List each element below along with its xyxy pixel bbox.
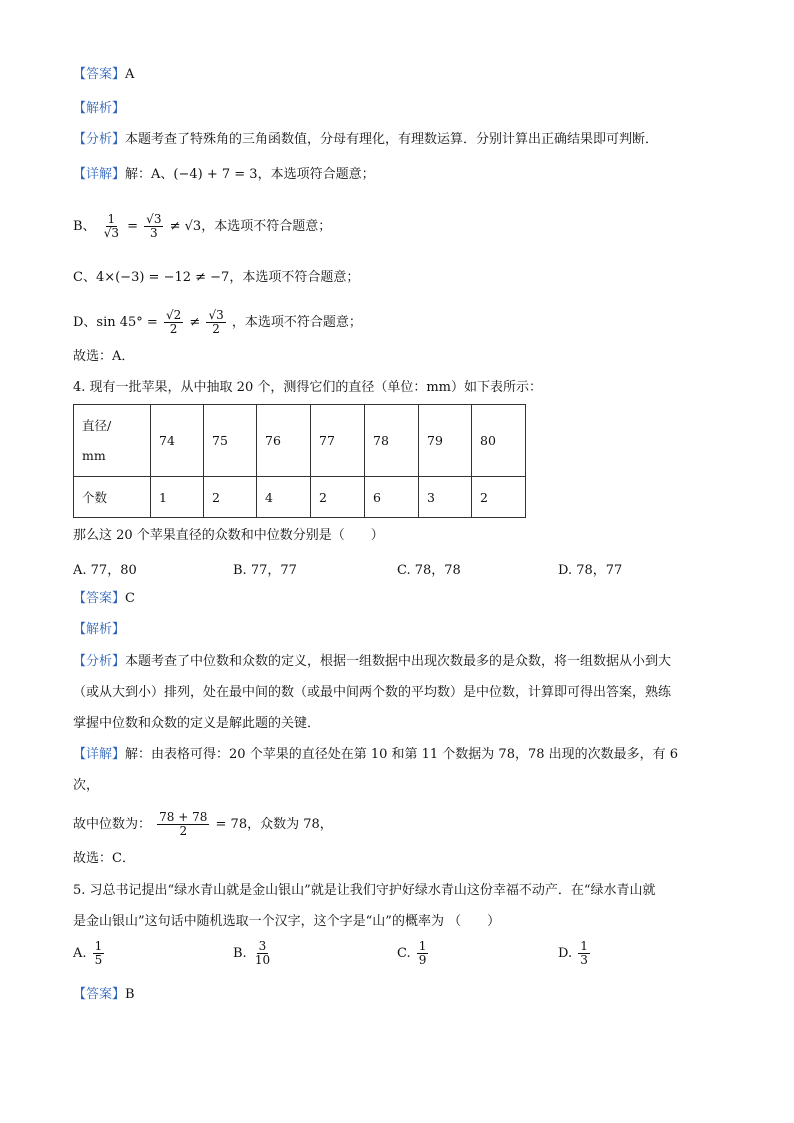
q4-fenxi-line1 <box>73 653 671 671</box>
option-fraction: $\frac{1}{9}$ <box>418 939 427 967</box>
q4-median-line <box>73 811 333 838</box>
fraction-root3-over-3: $\frac{√3}{3}$ <box>146 212 162 240</box>
fenxi-tag: 【分析】 <box>73 132 126 147</box>
q4-option-d: D. 78，77 <box>558 563 623 578</box>
q3-answer-line <box>73 66 134 84</box>
apple-diameter-table <box>73 404 526 518</box>
table-cell: 79 <box>419 405 472 477</box>
table-cell: 76 <box>257 405 311 477</box>
fraction-root2-over-2: $\frac{√2}{2}$ <box>165 308 182 336</box>
table-cell: 77 <box>311 405 365 477</box>
fraction-one-over-root3: $\frac{1}{√3}$ <box>103 212 119 240</box>
q4-option-b: B. 77，77 <box>233 563 297 578</box>
table-cell: 3 <box>419 477 472 518</box>
q5-option-d: D. $\frac{1}{3}$ <box>558 939 588 967</box>
fenxi-tag: 【分析】 <box>73 654 126 669</box>
table-cell: 4 <box>257 477 311 518</box>
answer-value: A <box>125 67 135 82</box>
q5-option-b: B. $\frac{3}{10}$ <box>233 939 271 967</box>
q4-analysis-heading <box>73 621 125 639</box>
fenxi-text: 本题考查了中位数和众数的定义，根据一组数据中出现次数最多的是众数，将一组数据从小到大 <box>125 654 672 669</box>
xiangjie-text: 解：由表格可得：20 个苹果的直径处在第 10 和第 11 个数据为 78，78 出现的次数最多，有 6 <box>125 747 679 762</box>
fraction-root3-over-2: $\frac{√3}{2}$ <box>208 308 224 336</box>
table-cell: 2 <box>204 477 257 518</box>
xiangjie-tag: 【详解】 <box>73 747 126 762</box>
q4-stem: 4. 现有一批苹果，从中抽取 20 个，测得它们的直径（单位：mm）如下表所示： <box>73 380 542 395</box>
option-a-expression: (−4) + 7 = 3 <box>173 167 258 182</box>
q3-conclusion: 故选：A． <box>73 349 135 364</box>
q3-analysis-heading <box>73 100 125 118</box>
answer-tag: 【答案】 <box>73 591 126 606</box>
median-fraction: $\frac{78 + 78}{2}$ <box>159 810 208 838</box>
option-fraction: $\frac{3}{10}$ <box>254 939 271 967</box>
not-equal-sign: ≠ <box>189 315 201 330</box>
analysis-tag: 【解析】 <box>73 101 126 116</box>
q4-fenxi-line2: （或从大到小）排列，处在最中间的数（或最中间两个数的平均数）是中位数，计算即可得出答案，熟练 <box>73 685 672 700</box>
q4-fenxi-line3: 掌握中位数和众数的定义是解此题的关键． <box>73 716 321 731</box>
table-cell: 1 <box>151 477 204 518</box>
answer-tag: 【答案】 <box>73 67 126 82</box>
not-equal-root3: ≠ √3 <box>169 219 202 234</box>
option-d-prefix: D、sin 45° = <box>73 315 158 330</box>
option-a-verdict: ，本选项符合题意； <box>257 167 375 182</box>
table-cell: 74 <box>151 405 204 477</box>
option-d-verdict: ，本选项不符合题意； <box>231 315 362 330</box>
table-header-diameter: 直径/ mm <box>74 405 151 477</box>
table-cell: 80 <box>472 405 526 477</box>
analysis-tag: 【解析】 <box>73 622 126 637</box>
fenxi-text: 本题考查了特殊角的三角函数值，分母有理化，有理数运算．分别计算出正确结果即可判断． <box>125 132 659 147</box>
answer-value: B <box>125 987 135 1002</box>
q3-xiangjie-a <box>73 166 375 184</box>
equals-sign: = <box>127 219 139 234</box>
xiangjie-tag: 【详解】 <box>73 167 126 182</box>
q4-xiangjie-line1 <box>73 746 678 764</box>
answer-tag: 【答案】 <box>73 987 126 1002</box>
q4-conclusion: 故选：C． <box>73 851 135 866</box>
q4-option-c: C. 78，78 <box>397 563 461 578</box>
median-prefix: 故中位数为： <box>73 817 152 832</box>
q3-fenxi <box>73 131 658 149</box>
q5-stem-line1: 5. 习总书记提出“绿水青山就是金山银山”就是让我们守护好绿水青山这份幸福不动产．在“绿水青山就 <box>73 883 656 898</box>
option-b-prefix: B、 <box>73 219 96 234</box>
table-cell: 78 <box>365 405 419 477</box>
q5-answer-line <box>73 986 135 1004</box>
option-a-prefix: 解：A、 <box>125 167 174 182</box>
q5-option-c: C. $\frac{1}{9}$ <box>397 939 427 967</box>
q4-answer-line <box>73 590 135 608</box>
table-header-count: 个数 <box>74 477 151 518</box>
q4-option-a: A. 77，80 <box>73 563 137 578</box>
q4-xiangjie-line2: 次， <box>73 778 100 793</box>
q3-option-b-line <box>73 213 331 240</box>
answer-value: C <box>125 591 135 606</box>
table-row-diameter <box>74 405 526 477</box>
table-cell: 75 <box>204 405 257 477</box>
table-cell: 2 <box>472 477 526 518</box>
table-cell: 6 <box>365 477 419 518</box>
q4-question: 那么这 20 个苹果直径的众数和中位数分别是（ ） <box>73 528 384 543</box>
q5-option-a: A. $\frac{1}{5}$ <box>73 939 103 967</box>
median-result: = 78，众数为 78， <box>215 817 333 832</box>
q5-stem-line2: 是金山银山”这句话中随机选取一个汉字，这个字是“山”的概率为 （ ） <box>73 914 501 929</box>
q3-option-d-line <box>73 309 362 336</box>
option-fraction: $\frac{1}{5}$ <box>94 939 103 967</box>
table-row-count <box>74 477 526 518</box>
q3-option-c-line: C、4×(−3) = −12 ≠ −7，本选项不符合题意； <box>73 270 360 285</box>
option-b-verdict: ，本选项不符合题意； <box>201 219 332 234</box>
option-fraction: $\frac{1}{3}$ <box>580 939 588 967</box>
table-cell: 2 <box>311 477 365 518</box>
